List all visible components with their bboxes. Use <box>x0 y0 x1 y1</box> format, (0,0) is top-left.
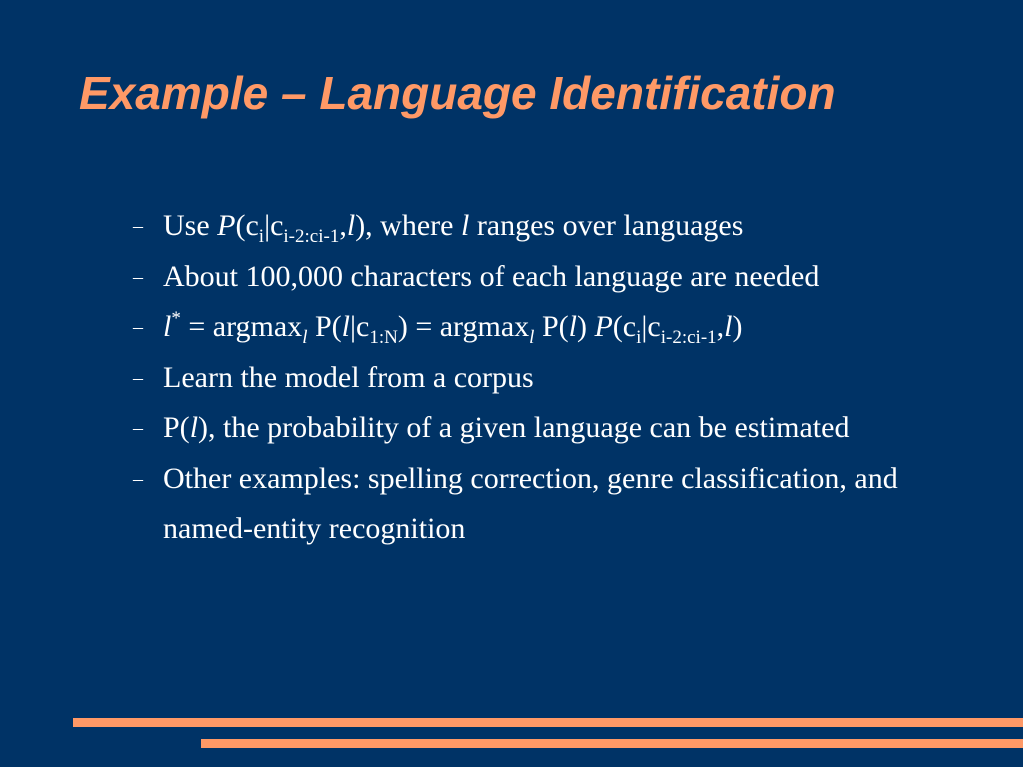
bullet-marker: – <box>133 417 143 439</box>
subscript: i <box>636 327 642 348</box>
bullet-text: P( <box>163 411 190 444</box>
bullet-item <box>133 403 963 454</box>
bullet-text: |c <box>641 310 661 343</box>
bullet-text: (c <box>235 209 259 242</box>
bullet-item <box>133 353 963 404</box>
bullet-text: P( <box>307 310 342 343</box>
bullet-text: Other examples: spelling correction, genre classification, and named-entity recognition <box>163 461 898 545</box>
bullet-item <box>133 454 963 555</box>
slide-title: Example – Language Identification <box>79 67 836 119</box>
bullet-text: About 100,000 characters of each language are needed <box>163 259 820 293</box>
bullet-text-italic: l <box>568 310 577 343</box>
bullet-marker: – <box>133 316 143 338</box>
bullet-item <box>133 302 963 353</box>
bullet-text: Learn the model from a corpus <box>163 360 534 394</box>
bullet-marker: – <box>133 265 143 288</box>
bullet-text: (c <box>612 310 637 343</box>
subscript: i-2:ci-1 <box>283 226 340 247</box>
bullet-text: ranges over languages <box>469 209 744 242</box>
bullet-text: ) <box>576 310 595 343</box>
bullet-text-italic: l <box>341 310 350 343</box>
bullet-text-italic: l <box>189 411 199 444</box>
bullet-text-italic: l <box>724 310 733 343</box>
bullet-text: Use <box>163 209 218 242</box>
subscript: 1:N <box>369 327 398 348</box>
subscript-italic-text: l <box>529 327 535 348</box>
superscript: * <box>171 308 181 329</box>
bullet-text-italic: P <box>594 310 613 343</box>
subscript: i-2:ci-1 <box>660 327 717 348</box>
bullet-text: = argmax <box>180 310 303 343</box>
decorative-bar-bottom <box>201 739 1023 748</box>
bullet-text-italic: P <box>217 209 236 242</box>
bullet-text: ), the probability of a given language can be estimated <box>198 411 850 444</box>
bullet-text: |c <box>264 209 284 242</box>
bullet-text: ), where <box>355 209 461 242</box>
decorative-bar-top <box>73 718 1023 727</box>
bullet-text-italic: l <box>163 310 172 343</box>
bullet-text: ) = argmax <box>397 310 530 343</box>
bullet-text: , <box>716 310 725 343</box>
bullet-text: , <box>339 209 347 242</box>
bullet-marker: – <box>133 467 143 490</box>
subscript-italic-text: l <box>302 327 308 348</box>
bullet-text: P( <box>534 310 569 343</box>
bullet-text-italic: l <box>460 209 470 242</box>
bullet-item <box>133 252 963 303</box>
bullet-text-italic: l <box>346 209 356 242</box>
bullet-marker: – <box>133 215 143 237</box>
bullet-text: |c <box>350 310 370 343</box>
subscript: i <box>258 226 265 247</box>
bullet-marker: – <box>133 366 143 389</box>
bullet-item <box>133 201 963 252</box>
bullet-text: ) <box>732 310 743 343</box>
bullet-list <box>133 201 963 555</box>
